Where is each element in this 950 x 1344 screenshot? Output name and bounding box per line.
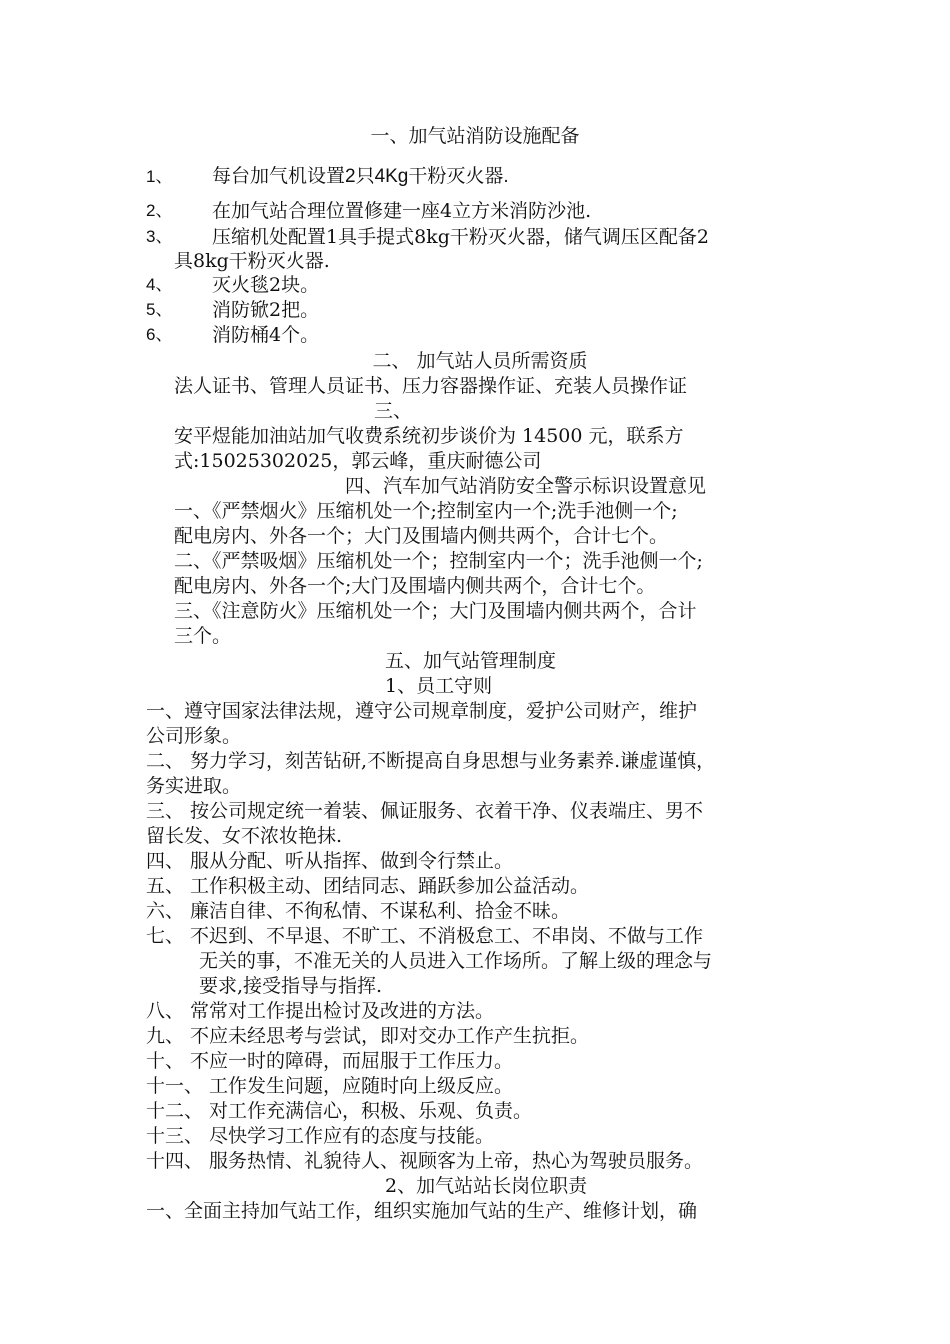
- rule-line: 三、 按公司规定统一着装、佩证服务、衣着干净、仪表端庄、男不: [146, 800, 704, 822]
- rule-line: 十一、 工作发生问题，应随时向上级反应。: [146, 1075, 514, 1097]
- item-text-continued: 具8kg干粉灭火器.: [174, 250, 330, 272]
- section1-title: 一、加气站消防设施配备: [370, 125, 580, 147]
- rule-line: 八、 常常对工作提出检讨及改进的方法。: [146, 1000, 495, 1022]
- item-text: 灭火毯2块。: [212, 274, 320, 296]
- rule-line: 六、 廉洁自律、不徇私情、不谋私利、拾金不昧。: [146, 900, 571, 922]
- rule-line: 要求,接受指导与指挥.: [199, 975, 383, 997]
- rule-line: 十、 不应一时的障碍，而屈服于工作压力。: [146, 1050, 514, 1072]
- section4-line: 配电房内、外各一个;大门及围墙内侧共两个，合计七个。: [174, 575, 656, 597]
- section5-subtitle: 2、加气站站长岗位职责: [385, 1175, 588, 1197]
- rule-line: 务实进取。: [146, 775, 242, 797]
- section3-title: 三、: [374, 400, 413, 422]
- rule-line: 四、 服从分配、听从指挥、做到令行禁止。: [146, 850, 514, 872]
- section3-line: 安平煜能加油站加气收费系统初步谈价为 14500 元，联系方: [174, 425, 684, 447]
- item-text: 消防锨2把。: [212, 299, 320, 321]
- rule-line: 九、 不应未经思考与尝试，即对交办工作产生抗拒。: [146, 1025, 590, 1047]
- section5-subtitle: 1、员工守则: [385, 675, 493, 697]
- section4-line: 三个。: [174, 625, 232, 647]
- rule-line: 公司形象。: [146, 725, 242, 747]
- item-number: 4、: [146, 275, 173, 294]
- section4-title: 四、汽车加气站消防安全警示标识设置意见: [345, 475, 707, 497]
- item-number: 6、: [146, 325, 173, 344]
- rule-line: 十二、 对工作充满信心，积极、乐观、负责。: [146, 1100, 533, 1122]
- section4-line: 三、《注意防火》压缩机处一个；大门及围墙内侧共两个，合计: [174, 600, 697, 622]
- item-text: 压缩机处配置1具手提式8kg干粉灭火器，储气调压区配备2: [212, 226, 709, 248]
- rule-line: 十四、 服务热情、礼貌待人、视顾客为上帝，热心为驾驶员服务。: [146, 1150, 704, 1172]
- rule-line: 一、遵守国家法律法规，遵守公司规章制度，爱护公司财产，维护: [146, 700, 698, 722]
- rule-line: 十三、 尽快学习工作应有的态度与技能。: [146, 1125, 495, 1147]
- item-number: 3、: [146, 227, 173, 246]
- section4-line: 二、《严禁吸烟》压缩机处一个；控制室内一个；洗手池侧一个;: [174, 550, 703, 572]
- item-number: 1、: [146, 167, 173, 186]
- item-text: 每台加气机设置2只4Kg干粉灭火器.: [212, 166, 509, 187]
- section4-line: 一、《严禁烟火》压缩机处一个;控制室内一个;洗手池侧一个;: [174, 500, 678, 522]
- section2-title: 二、 加气站人员所需资质: [372, 350, 588, 372]
- duty-line: 一、全面主持加气站工作，组织实施加气站的生产、维修计划，确: [146, 1200, 698, 1222]
- item-number: 2、: [146, 201, 173, 220]
- rule-line: 无关的事，不准无关的人员进入工作场所。了解上级的理念与: [199, 950, 713, 972]
- item-text: 在加气站合理位置修建一座4立方米消防沙池.: [212, 200, 592, 222]
- rule-line: 留长发、女不浓妆艳抹.: [146, 825, 343, 847]
- section4-line: 配电房内、外各一个；大门及围墙内侧共两个，合计七个。: [174, 525, 669, 547]
- rule-line: 五、 工作积极主动、团结同志、踊跃参加公益活动。: [146, 875, 590, 897]
- section5-title: 五、加气站管理制度: [385, 650, 557, 672]
- section3-line: 式:15025302025，郭云峰，重庆耐德公司: [174, 450, 542, 472]
- item-number: 5、: [146, 300, 173, 319]
- item-text: 消防桶4个。: [212, 324, 320, 346]
- section2-text: 法人证书、管理人员证书、压力容器操作证、充装人员操作证: [174, 375, 688, 397]
- rule-line: 七、 不迟到、不早退、不旷工、不消极怠工、不串岗、不做与工作: [146, 925, 704, 947]
- rule-line: 二、 努力学习，刻苦钻研,不断提高自身思想与业务素养.谦虚谨慎，: [146, 750, 716, 772]
